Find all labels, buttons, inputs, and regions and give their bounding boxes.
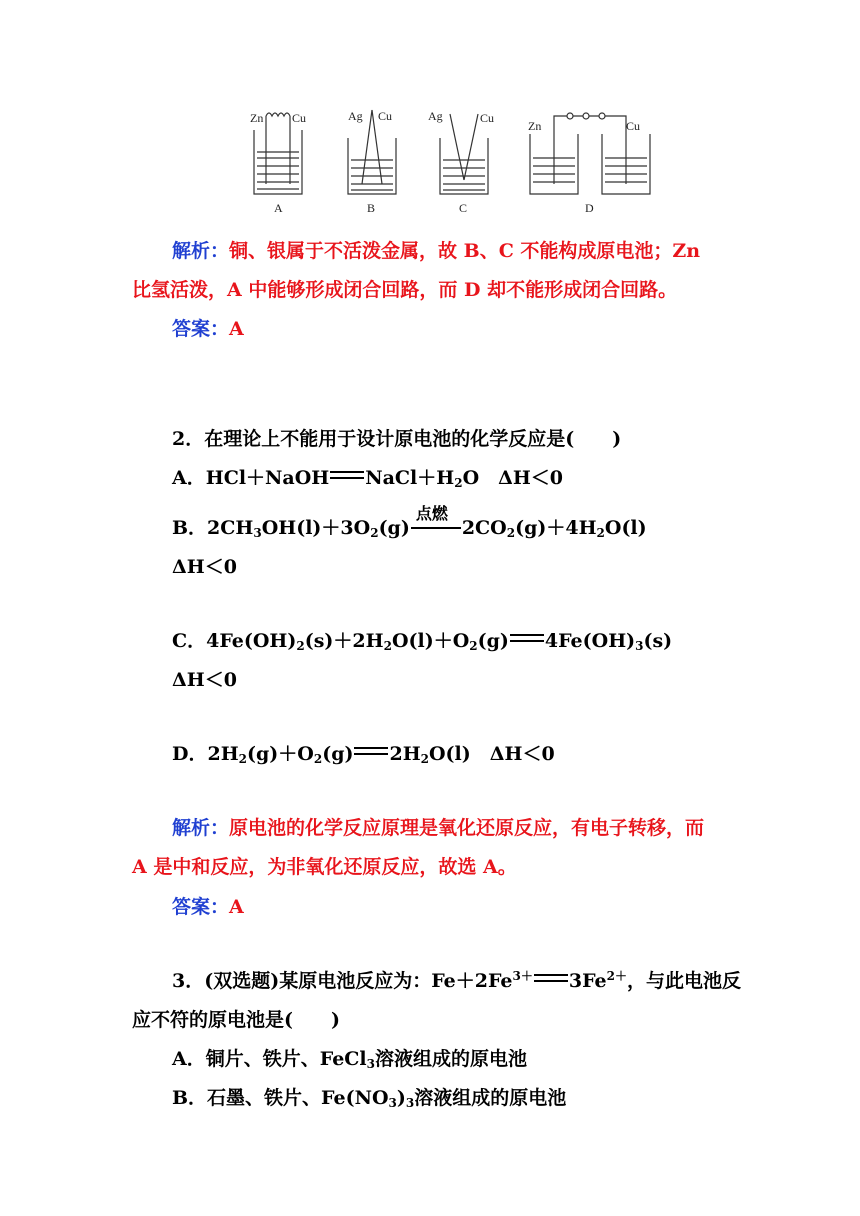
q2-analysis-line1 [172, 815, 704, 841]
q2-option-b: B．$2CH_3OH(l)+3O_2(g)$ 点燃 $2CO_2(g)+4H_2O(l)$ [172, 504, 647, 540]
reaction-condition: 点燃 [410, 515, 462, 541]
svg-text:Ag: Ag [348, 109, 363, 123]
answer-label: 答案： [172, 318, 230, 340]
galvanic-cell-diagram [240, 104, 660, 224]
equals-sign [354, 747, 388, 755]
svg-text:Cu: Cu [480, 111, 495, 125]
q2-stem: 2．在理论上不能用于设计原电池的化学反应是( ) [172, 428, 622, 450]
q3-option-a: A．铜片、铁片、FeCl$_3$溶液组成的原电池 [172, 1048, 527, 1071]
q2-option-a: A．HCl＋NaOH $NaCl+H_2O$ ΔH＜0 [172, 467, 564, 490]
q1-analysis-line2: 比氢活泼，A 中能够形成闭合回路，而 D 却不能形成闭合回路。 [132, 279, 678, 301]
q3-stem-line1: 3．(双选题)某原电池反应为：$Fe+2Fe^{3+}$ $3Fe^{2+}$，与此电池反 [172, 969, 741, 992]
svg-text:B: B [367, 201, 376, 215]
svg-text:D: D [585, 201, 594, 215]
q2-option-d: D．$2H_2(g)+O_2(g)$ $2H_2O(l)$ ΔH＜0 [172, 743, 555, 766]
q1-answer [172, 316, 244, 342]
svg-text:Cu: Cu [378, 109, 393, 123]
equals-sign [510, 634, 544, 642]
svg-text:C: C [459, 201, 468, 215]
q2-analysis-line2: A 是中和反应，为非氧化还原反应，故选 A。 [132, 856, 517, 878]
svg-text:Cu: Cu [292, 111, 307, 125]
equals-sign [534, 974, 568, 982]
svg-text:Cu: Cu [626, 119, 641, 133]
equals-sign [330, 471, 364, 479]
q2-option-b-dh: ΔH＜0 [172, 556, 237, 578]
beaker-c [440, 114, 488, 194]
analysis-label: 解析： [172, 240, 230, 262]
q2-option-c: C．$4Fe(OH)_2(s)+2H_2O(l)+O_2(g)$ $4Fe(OH)_3(s)$ [172, 630, 673, 653]
svg-text:Zn: Zn [528, 119, 542, 133]
answer-value: A [229, 896, 244, 918]
svg-text:A: A [274, 201, 283, 215]
svg-text:Zn: Zn [250, 111, 264, 125]
beaker-a [254, 113, 302, 194]
analysis-text: 铜、银属于不活泼金属，故 B、C 不能构成原电池；Zn [229, 240, 701, 262]
answer-label: 答案： [172, 896, 230, 918]
analysis-text: 原电池的化学反应原理是氧化还原反应，有电子转移，而 [229, 817, 705, 839]
q1-analysis-line1 [172, 238, 700, 264]
answer-value: A [229, 318, 244, 340]
q3-stem-line2: 应不符的原电池是( ) [132, 1009, 340, 1031]
svg-text:Ag: Ag [428, 109, 443, 123]
q3-option-b: B．石墨、铁片、$Fe(NO_3)_3$溶液组成的原电池 [172, 1087, 567, 1110]
q2-answer [172, 894, 244, 920]
analysis-label: 解析： [172, 817, 230, 839]
q2-option-c-dh: ΔH＜0 [172, 669, 237, 691]
